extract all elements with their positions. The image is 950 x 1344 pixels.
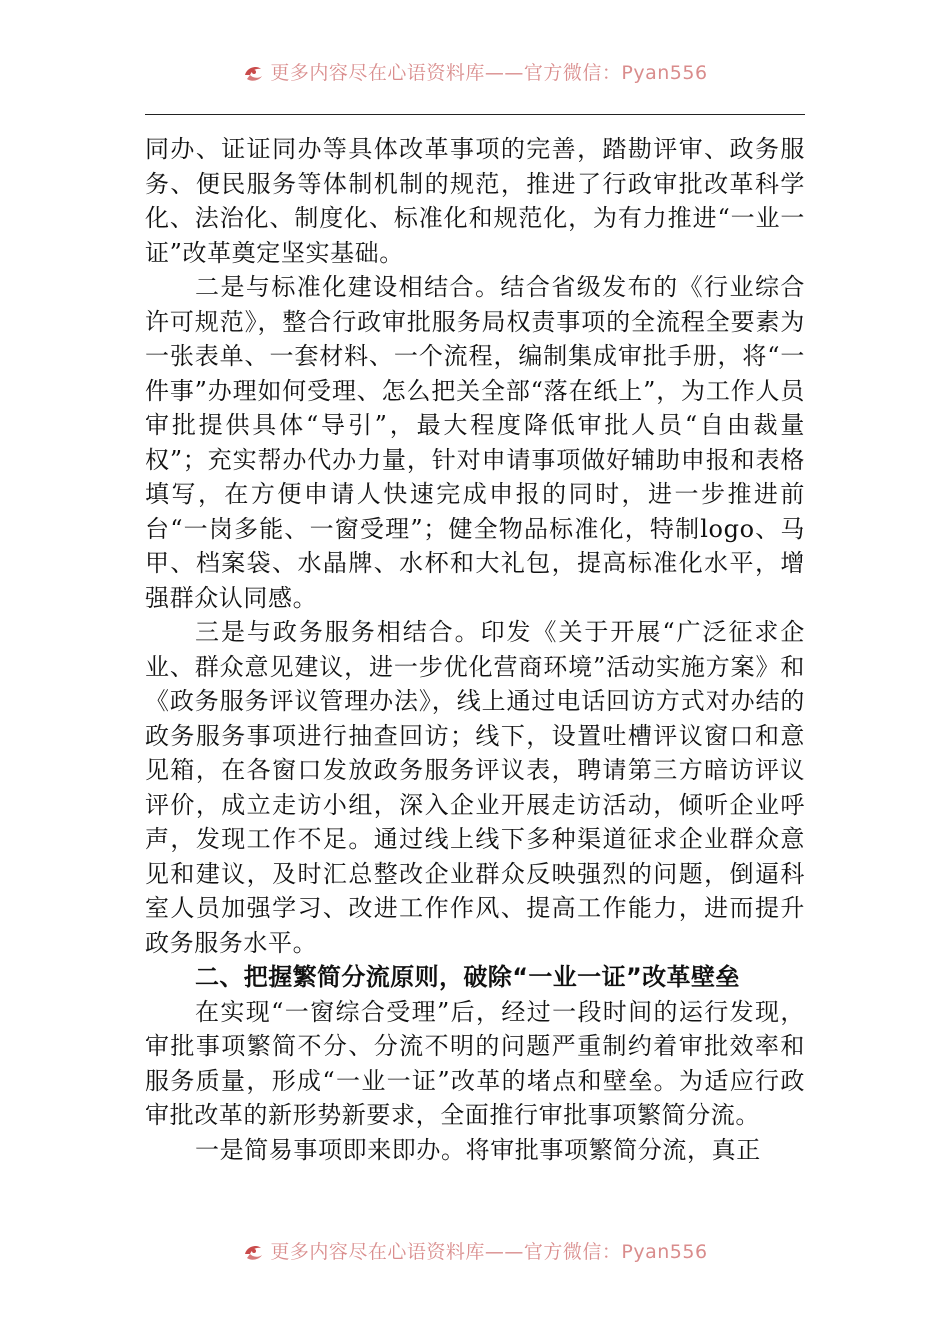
section-heading: 二、把握繁简分流原则，破除“一业一证”改革壁垒 [195,963,740,991]
watermark-text: 更多内容尽在心语资料库——官方微信：Pyan556 [270,62,708,84]
document-body [145,132,805,1167]
paragraph-continuation: 同办、证证同办等具体改革事项的完善，踏勘评审、政务服务、便民服务等体制机制的规范，推进了行政审批改革科学化、法治化、制度化、标准化和规范化，为有力推进“一业一证”改革奠定坚实基础。 [145,135,805,267]
publisher-logo-icon [242,61,264,83]
paragraph-government-services: 三是与政务服务相结合。印发《关于开展“广泛征求企业、群众意见建议，进一步优化营商环境”活动实施方案》和《政务服务评议管理办法》，线上通过电话回访方式对办结的政务服务事项进行抽查回访；线下，设置吐槽评议窗口和意见箱，在各窗口发放政务服务评议表，聘请第三方暗访评议评价，成立走访小组，深入企业开展走访活动，倾听企业呼声，发现工作不足。通过线上线下多种渠道征求企业群众意见和建议，及时汇总整改企业群众反映强烈的问题，倒逼科室人员加强学习、改进工作作风、提高工作能力，进而提升政务服务水平。 [145,618,805,957]
watermark-text: 更多内容尽在心语资料库——官方微信：Pyan556 [270,1241,708,1263]
paragraph-simple-matters: 一是简易事项即来即办。将审批事项繁简分流，真正 [195,1135,761,1164]
publisher-logo-icon [242,1240,264,1262]
paragraph-standardization: 二是与标准化建设相结合。结合省级发布的《行业综合许可规范》，整合行政审批服务局权责事项的全流程全要素为一张表单、一套材料、一个流程，编制集成审批手册，将“一件事”办理如何受理、怎么把关全部“落在纸上”，为工作人员审批提供具体“导引”，最大程度降低审批人员“自由裁量权”；充实帮办代办力量，针对申请事项做好辅助申报和表格填写，在方便申请人快速完成申报的同时，进一步推进前台“一岗多能、一窗受理”；健全物品标准化，特制logo、马甲、档案袋、水晶牌、水杯和大礼包，提高标准化水平，增强群众认同感。 [145,273,805,612]
paragraph-classification: 在实现“一窗综合受理”后，经过一段时间的运行发现，审批事项繁简不分、分流不明的问题严重制约着审批效率和服务质量，形成“一业一证”改革的堵点和壁垒。为适应行政审批改革的新形势新要求，全面推行审批事项繁简分流。 [145,997,805,1129]
header-rule [145,114,805,115]
watermark-header [0,58,950,85]
watermark-footer [0,1237,950,1264]
